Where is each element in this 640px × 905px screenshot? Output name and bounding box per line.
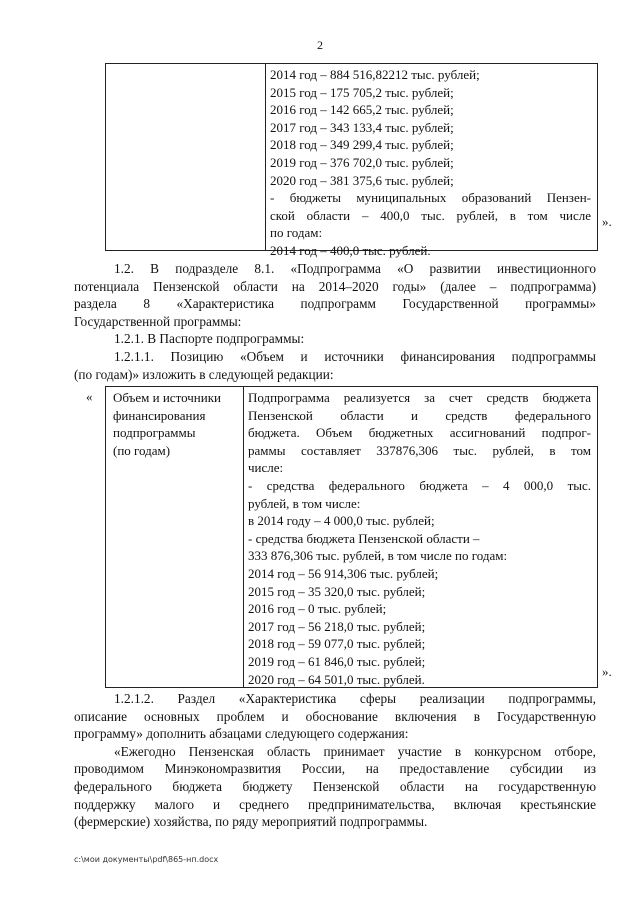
text-line: федерального бюджета бюджету Пензенской области на государственную <box>74 778 596 794</box>
table-line: в 2014 году – 4 000,0 тыс. рублей; <box>248 513 435 529</box>
table-line: 2014 год – 884 516,82212 тыс. рублей; <box>270 67 480 82</box>
table-line: 2014 год – 56 914,306 тыс. рублей; <box>248 565 439 581</box>
text-line: 1.2. В подразделе 8.1. «Подпрограмма «О развитии инвестиционного <box>114 261 596 276</box>
table-line: - средства федерального бюджета – 4 000,0 тыс. <box>248 477 591 493</box>
text-line: описание основных проблем и обоснование включения в Государственную <box>74 708 596 724</box>
text-line: (фермерские) хозяйства, по ряду мероприятий подпрограммы. <box>74 814 428 830</box>
funding-sources-table <box>105 386 598 688</box>
table-line: по годам: <box>270 225 323 241</box>
closing-quote-2: ». <box>602 664 612 679</box>
table-line: раммы составляет 337876,306 тыс. рублей, в том <box>248 442 591 458</box>
paragraph-1-2-1-2 <box>74 690 596 831</box>
text-line: поддержку малого и среднего предпринимательства, включая крестьянские <box>74 796 596 812</box>
table-line: - средства бюджета Пензенской области – <box>248 530 480 546</box>
text-line: (по годам)» изложить в следующей редакции: <box>74 366 334 382</box>
table-line: 2015 год – 175 705,2 тыс. рублей; <box>270 84 454 100</box>
table-line: Подпрограмма реализуется за счет средств бюджета <box>248 390 591 405</box>
table-heading-line: подпрограммы <box>113 425 196 441</box>
text-line: программу» дополнить абзацами следующего содержания: <box>74 726 409 742</box>
table-line: рублей, в том числе: <box>248 495 361 511</box>
table-line: 2014 год – 400,0 тыс. рублей. <box>270 242 431 258</box>
table-line: числе: <box>248 460 284 476</box>
table-line: ской области – 400,0 тыс. рублей, в том числе <box>270 207 591 223</box>
table-line: Пензенской области и средств федерального <box>248 407 591 423</box>
text-line: потенциала Пензенской области на 2014–2020 годы» (далее – подпрограмма) <box>74 278 596 294</box>
table-line: - бюджеты муниципальных образований Пензен- <box>270 190 591 206</box>
text-line: раздела 8 «Характеристика подпрограмм Государственной программы» <box>74 296 596 312</box>
table-line: 2016 год – 142 665,2 тыс. рублей; <box>270 102 454 118</box>
table-line: 2015 год – 35 320,0 тыс. рублей; <box>248 583 426 599</box>
table-line: 2018 год – 349 299,4 тыс. рублей; <box>270 137 454 153</box>
table-line: 2017 год – 56 218,0 тыс. рублей; <box>248 618 426 634</box>
table-line: 2018 год – 59 077,0 тыс. рублей; <box>248 636 426 652</box>
table-line: 2016 год – 0 тыс. рублей; <box>248 601 387 617</box>
table-heading-line: финансирования <box>113 407 206 423</box>
table-line: 2017 год – 343 133,4 тыс. рублей; <box>270 119 454 135</box>
page-number: 2 <box>317 38 323 52</box>
table-heading-line: (по годам) <box>113 442 171 458</box>
text-line: 1.2.1.1. Позицию «Объем и источники финансирования подпрограммы <box>114 348 596 364</box>
table-line: 333 876,306 тыс. рублей, в том числе по годам: <box>248 548 508 564</box>
text-line: 1.2.1.2. Раздел «Характеристика сферы реализации подпрограммы, <box>114 691 596 706</box>
table-line: 2020 год – 64 501,0 тыс. рублей. <box>248 671 425 687</box>
text-line: «Ежегодно Пензенская область принимает участие в конкурсном отборе, <box>114 743 596 759</box>
table-heading-line: Объем и источники <box>113 390 221 405</box>
table-line: 2019 год – 61 846,0 тыс. рублей; <box>248 653 426 669</box>
funding-table-continuation <box>105 63 598 258</box>
table-right-cell <box>244 387 597 687</box>
table-right-cell <box>266 64 597 258</box>
table-line: бюджета. Объем бюджетных ассигнований подпрог- <box>248 425 591 441</box>
table-left-cell <box>106 387 244 687</box>
paragraph-1-2-1: 1.2.1. В Паспорте подпрограммы: <box>114 331 305 347</box>
table-line: 2019 год – 376 702,0 тыс. рублей; <box>270 154 454 170</box>
table-line: 2020 год – 381 375,6 тыс. рублей; <box>270 172 454 188</box>
table-left-cell-empty <box>106 64 266 250</box>
opening-quote-2: « <box>86 389 93 404</box>
paragraph-1-2 <box>74 260 596 383</box>
text-line: Государственной программы: <box>74 313 242 329</box>
text-line: проводимом Минэкономразвития России, на предоставление субсидии из <box>74 761 596 777</box>
footer-file-path: c:\мои документы\pdf\865-нп.docx <box>74 855 219 864</box>
closing-quote-1: ». <box>602 214 612 229</box>
